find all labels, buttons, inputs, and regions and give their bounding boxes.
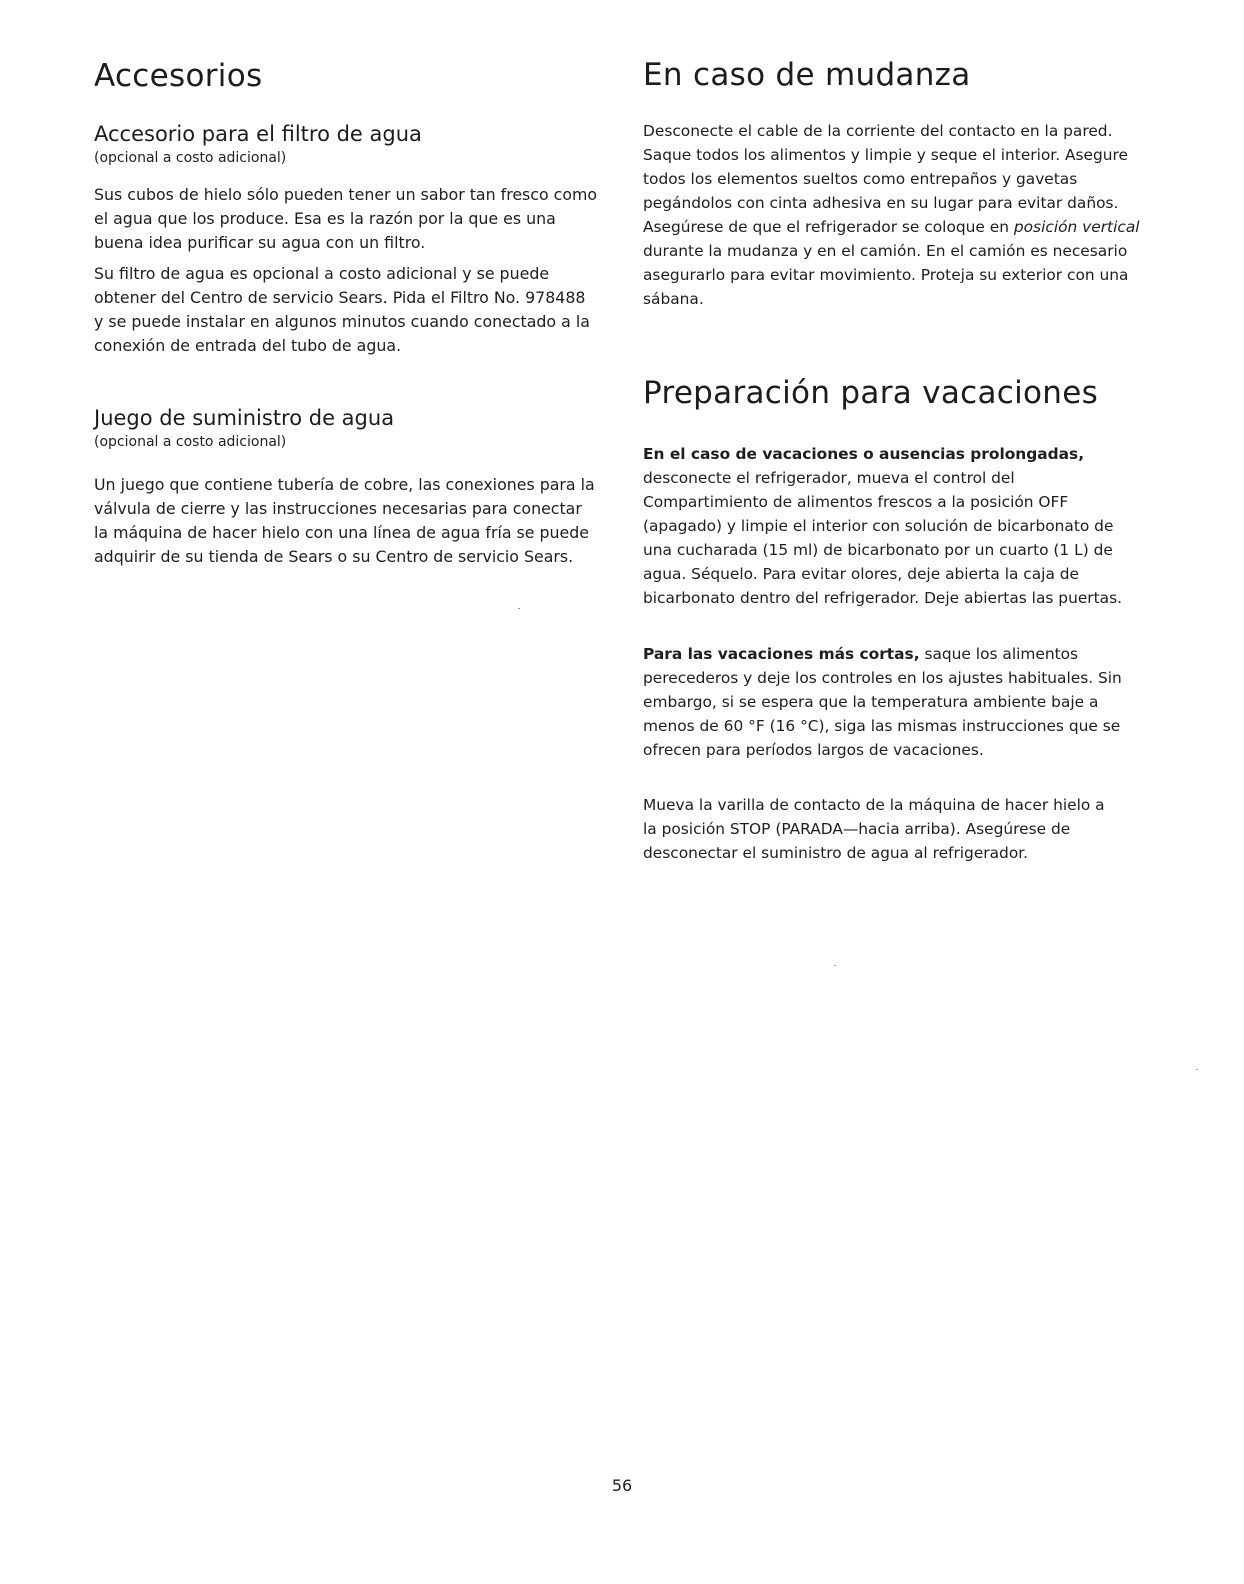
vacation-paragraph-3: Mueva la varilla de contacto de la máquina de hacer hielo a la posición STOP (PARADA—hacia arriba). Asegúrese de desconectar el suministro de agua al refrigerador.: [643, 796, 1105, 862]
filter-heading: Accesorio para el filtro de agua: [94, 122, 422, 146]
scan-speck: [1196, 1069, 1198, 1070]
supply-paragraph-1: Un juego que contiene tubería de cobre, las conexiones para la válvula de cierre y las instrucciones necesarias para conectar la máquina de hacer hielo con una línea de agua fría se puede adquirir de su tienda de Sears o su Centro de servicio Sears.: [94, 475, 595, 566]
moving-text-emphasis: posición vertical: [1013, 218, 1140, 236]
vacation-paragraph-2: [643, 642, 1143, 762]
moving-text-b: durante la mudanza y en el camión. En el camión es necesario asegurarlo para evitar movimiento. Proteja su exterior con una sábana.: [643, 242, 1129, 308]
supply-heading: Juego de suministro de agua: [94, 406, 395, 430]
vacation-text-long: desconecte el refrigerador, mueva el control del Compartimiento de alimentos frescos a la posición OFF (apagado) y limpie el interior con solución de bicarbonato de una cucharada (15 ml) de bicarbonato por un cuarto (1 L) de agua. Séquelo. Para evitar olores, deje abierta la caja de bicarbonato dentro del refrigerador. Deje abiertas las puertas.: [643, 469, 1122, 607]
accessories-title: Accesorios: [94, 58, 263, 94]
moving-title: En caso de mudanza: [643, 57, 971, 93]
vacation-paragraph-1: [643, 442, 1143, 610]
moving-paragraph: [643, 119, 1143, 311]
vacation-title: Preparación para vacaciones: [643, 375, 1099, 411]
vacation-lead-short: Para las vacaciones más cortas,: [643, 645, 920, 663]
filter-paragraph-1: Sus cubos de hielo sólo pueden tener un sabor tan fresco como el agua que los produce. Esa es la razón por la que es una buena idea purificar su agua con un filtro.: [94, 185, 598, 252]
vacation-text-short: saque los alimentos perecederos y deje los controles en los ajustes habituales. Sin embargo, si se espera que la temperatura ambiente baje a menos de 60 °F (16 °C), siga las mismas instrucciones que se ofrecen para períodos largos de vacaciones.: [643, 645, 1122, 759]
filter-paragraph-2: Su filtro de agua es opcional a costo adicional y se puede obtener del Centro de servicio Sears. Pida el Filtro No. 978488 y se puede instalar en algunos minutos cuando conectado a la conexión de entrada del tubo de agua.: [94, 264, 590, 355]
page-number: 56: [611, 1476, 633, 1495]
moving-text-a: Desconecte el cable de la corriente del contacto en la pared. Saque todos los alimentos y limpie y seque el interior. Asegure todos los elementos sueltos como entrepaños y gavetas pegándolos con cinta adhesiva en su lugar para evitar daños. Asegúrese de que el refrigerador se coloque en: [643, 122, 1129, 236]
scan-speck: [834, 965, 836, 966]
scan-speck: [518, 608, 520, 609]
supply-note: (opcional a costo adicional): [94, 434, 287, 450]
vacation-lead-long: En el caso de vacaciones o ausencias prolongadas,: [643, 445, 1085, 463]
filter-note: (opcional a costo adicional): [94, 150, 287, 166]
